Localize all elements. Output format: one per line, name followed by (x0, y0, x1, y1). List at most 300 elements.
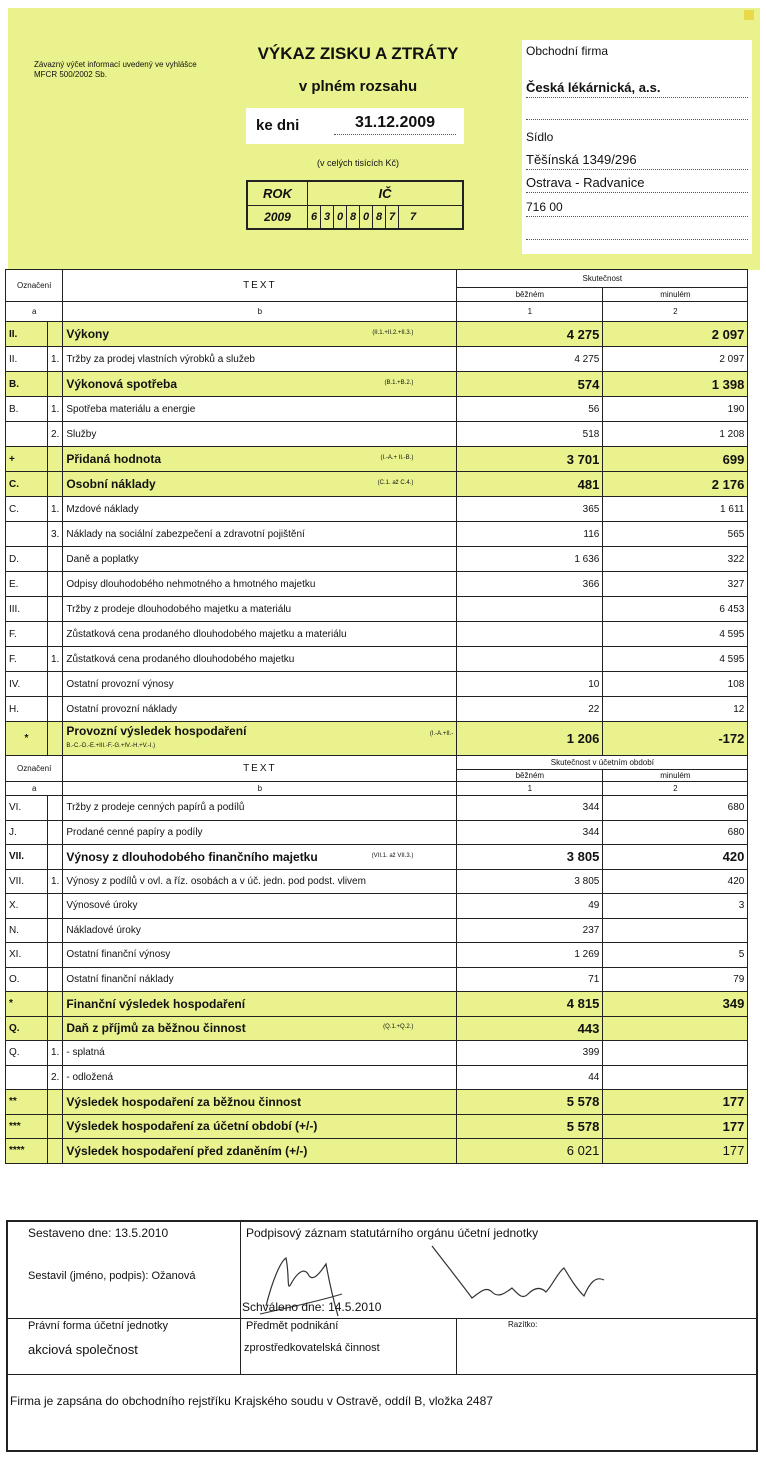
business-label: Předmět podnikání (246, 1320, 339, 1332)
table-header-row (6, 270, 748, 288)
row-number (48, 547, 63, 572)
table-header-row (6, 302, 748, 322)
ic-digit: 6 (308, 206, 321, 228)
row-text (63, 1041, 457, 1066)
previous-period-value: 420 (603, 845, 748, 870)
table-row (6, 347, 748, 372)
row-text (63, 672, 457, 697)
compiled-by: Sestavil (jméno, podpis): Ožanová (28, 1270, 196, 1282)
ic-label: IČ (308, 182, 462, 206)
row-designation: * (6, 722, 48, 756)
row-formula: (I.-A.+II.- (429, 731, 454, 737)
previous-period-value: 177 (603, 1114, 748, 1139)
year-value: 2009 (248, 206, 308, 228)
current-period-value: 1 636 (457, 547, 603, 572)
row-label: Finanční výsledek hospodaření (66, 996, 246, 1011)
row-designation: E. (6, 572, 48, 597)
row-designation: II. (6, 322, 48, 347)
row-number: 1. (48, 397, 63, 422)
current-period-value: 365 (457, 497, 603, 522)
row-label: Nákladové úroky (66, 924, 141, 936)
previous-period-value (603, 918, 748, 943)
row-label: Výnosy z dlouhodobého finančního majetku (66, 849, 318, 864)
row-number (48, 472, 63, 497)
table-row (6, 622, 748, 647)
ic-digit: 0 (360, 206, 373, 228)
table-row (6, 672, 748, 697)
row-number (48, 722, 63, 756)
row-formula: (C.1. až C.4.) (377, 480, 414, 486)
previous-period-value: 5 (603, 943, 748, 968)
header-previous: minulém (603, 288, 748, 302)
row-designation (6, 422, 48, 447)
row-designation: J. (6, 820, 48, 845)
row-label: Tržby z prodeje dlouhodobého majetku a materiálu (66, 603, 292, 615)
row-number (48, 447, 63, 472)
row-number (48, 1114, 63, 1139)
footer-divider (8, 1318, 756, 1319)
row-designation: + (6, 447, 48, 472)
firm-name-label: Obchodní firma (526, 44, 609, 58)
row-label: - splatná (66, 1047, 105, 1059)
row-designation: F. (6, 647, 48, 672)
table-row (6, 845, 748, 870)
row-label: Spotřeba materiálu a energie (66, 403, 196, 415)
header-text: TEXT (63, 756, 457, 782)
row-number (48, 918, 63, 943)
previous-period-value: 327 (603, 572, 748, 597)
current-period-value: 1 206 (457, 722, 603, 756)
row-designation: X. (6, 894, 48, 919)
previous-period-value: 177 (603, 1139, 748, 1164)
row-text (63, 1114, 457, 1139)
row-number (48, 1139, 63, 1164)
row-label: Výsledek hospodaření před zdaněním (+/-) (66, 1143, 308, 1158)
ic-digit: 0 (334, 206, 347, 228)
table-row (6, 992, 748, 1017)
business-activity: zprostředkovatelská činnost (244, 1342, 380, 1354)
row-designation: VII. (6, 845, 48, 870)
ic-digit: 3 (321, 206, 334, 228)
current-period-value: 4 275 (457, 347, 603, 372)
previous-period-value: 2 097 (603, 322, 748, 347)
row-label: Prodané cenné papíry a podíly (66, 826, 203, 838)
row-number (48, 322, 63, 347)
current-period-value: 3 805 (457, 845, 603, 870)
table-row (6, 1090, 748, 1115)
row-text (63, 497, 457, 522)
row-text (63, 1065, 457, 1090)
current-period-value: 71 (457, 967, 603, 992)
stamp-label: Razítko: (508, 1320, 538, 1329)
row-label: Zůstatková cena prodaného dlouhodobého majetku a materiálu (66, 628, 347, 640)
legal-form: akciová společnost (28, 1342, 138, 1357)
row-number (48, 845, 63, 870)
row-designation: D. (6, 547, 48, 572)
row-number (48, 672, 63, 697)
current-period-value (457, 622, 603, 647)
current-period-value: 22 (457, 697, 603, 722)
row-formula-detail: B.-C.-D.-E.+III.-F.-G.+IV.-H.+V.-I.) (66, 743, 156, 749)
current-period-value: 237 (457, 918, 603, 943)
current-period-value: 3 701 (457, 447, 603, 472)
header-col-a: a (6, 782, 63, 796)
previous-period-value: 349 (603, 992, 748, 1017)
footer-divider (8, 1374, 756, 1375)
header-skutecnost: Skutečnost v účetním období (457, 756, 748, 770)
row-text (63, 869, 457, 894)
row-label: Provozní výsledek hospodaření (66, 724, 247, 738)
table-row (6, 397, 748, 422)
row-text (63, 422, 457, 447)
row-number (48, 622, 63, 647)
ic-digit: 8 (347, 206, 360, 228)
corner-mark (744, 10, 754, 20)
row-formula: (Q.1.+Q.2.) (383, 1024, 414, 1031)
table-row (6, 869, 748, 894)
row-number (48, 572, 63, 597)
row-number (48, 820, 63, 845)
registry-note: Firma je zapsána do obchodního rejstříku Krajského soudu v Ostravě, oddíl B, vložka 2487 (10, 1394, 493, 1408)
header-oznaceni: Označení (6, 270, 63, 302)
row-label: Výkony (66, 327, 110, 341)
header-current: běžném (457, 770, 603, 782)
row-designation: **** (6, 1139, 48, 1164)
previous-period-value: 1 398 (603, 372, 748, 397)
table-row (6, 472, 748, 497)
row-label: Tržby z prodeje cenných papírů a podílů (66, 802, 245, 814)
previous-period-value: 1 611 (603, 497, 748, 522)
previous-period-value: 699 (603, 447, 748, 472)
row-text (63, 1016, 457, 1041)
table-row (6, 597, 748, 622)
row-text (63, 697, 457, 722)
header-previous: minulém (603, 770, 748, 782)
row-text (63, 845, 457, 870)
firm-city: Ostrava - Radvanice (526, 175, 748, 193)
table-row (6, 322, 748, 347)
footer-divider (240, 1222, 241, 1374)
row-text (63, 547, 457, 572)
signature-footer (6, 1220, 758, 1452)
row-designation: XI. (6, 943, 48, 968)
header-oznaceni: Označení (6, 756, 63, 782)
previous-period-value: 108 (603, 672, 748, 697)
row-designation: VII. (6, 869, 48, 894)
row-designation: VI. (6, 796, 48, 821)
row-designation (6, 1065, 48, 1090)
date-value: 31.12.2009 (334, 114, 456, 135)
row-number: 1. (48, 497, 63, 522)
row-designation: II. (6, 347, 48, 372)
row-designation: Q. (6, 1016, 48, 1041)
current-period-value: 3 805 (457, 869, 603, 894)
row-number (48, 943, 63, 968)
row-label: Ostatní provozní náklady (66, 703, 177, 715)
current-period-value: 344 (457, 796, 603, 821)
row-label: - odložená (66, 1071, 114, 1083)
current-period-value: 6 021 (457, 1139, 603, 1164)
current-period-value: 366 (457, 572, 603, 597)
table-row (6, 894, 748, 919)
row-text (63, 796, 457, 821)
row-designation: III. (6, 597, 48, 622)
row-label: Daň z příjmů za běžnou činnost (66, 1021, 246, 1036)
previous-period-value: 6 453 (603, 597, 748, 622)
row-designation: B. (6, 372, 48, 397)
row-text (63, 943, 457, 968)
header-col-2: 2 (603, 302, 748, 322)
previous-period-value (603, 1065, 748, 1090)
table-row (6, 1016, 748, 1041)
row-label: Služby (66, 428, 97, 440)
firm-seat-label: Sídlo (526, 130, 554, 144)
signature-heading: Podpisový záznam statutárního orgánu účetní jednotky (246, 1226, 539, 1240)
table-row (6, 796, 748, 821)
row-number: 1. (48, 347, 63, 372)
row-number: 2. (48, 422, 63, 447)
table-row (6, 1114, 748, 1139)
row-text (63, 597, 457, 622)
row-text (63, 622, 457, 647)
units-note: (v celých tisících Kč) (316, 158, 399, 168)
report-subtitle: v plném rozsahu (298, 78, 418, 95)
row-text (63, 647, 457, 672)
row-number (48, 796, 63, 821)
row-number (48, 1090, 63, 1115)
row-text (63, 397, 457, 422)
row-designation: * (6, 992, 48, 1017)
income-statement-table-operating (5, 269, 748, 756)
row-label: Ostatní finanční náklady (66, 973, 174, 985)
row-number: 3. (48, 522, 63, 547)
previous-period-value: 680 (603, 820, 748, 845)
table-row (6, 572, 748, 597)
current-period-value (457, 597, 603, 622)
row-number: 1. (48, 1041, 63, 1066)
header-col-a: a (6, 302, 63, 322)
current-period-value: 481 (457, 472, 603, 497)
previous-period-value: 420 (603, 869, 748, 894)
row-designation: IV. (6, 672, 48, 697)
current-period-value: 5 578 (457, 1114, 603, 1139)
year-label: ROK (248, 182, 308, 206)
firm-name-blank-line (526, 102, 748, 120)
previous-period-value: 1 208 (603, 422, 748, 447)
firm-blank-line (526, 222, 748, 240)
row-text (63, 894, 457, 919)
table-row (6, 943, 748, 968)
date-label: ke dni (256, 117, 300, 134)
table-row (6, 447, 748, 472)
row-label: Odpisy dlouhodobého nehmotného a hmotného majetku (66, 578, 316, 590)
row-number: 2. (48, 1065, 63, 1090)
previous-period-value: -172 (603, 722, 748, 756)
previous-period-value: 4 595 (603, 622, 748, 647)
row-number (48, 992, 63, 1017)
row-label: Výsledek hospodaření za běžnou činnost (66, 1094, 302, 1109)
current-period-value: 4 275 (457, 322, 603, 347)
row-text (63, 967, 457, 992)
row-designation (6, 522, 48, 547)
row-text (63, 1090, 457, 1115)
firm-zip: 716 00 (526, 200, 748, 217)
row-designation: C. (6, 472, 48, 497)
current-period-value: 4 815 (457, 992, 603, 1017)
header-col-1: 1 (457, 302, 603, 322)
row-designation: H. (6, 697, 48, 722)
previous-period-value: 177 (603, 1090, 748, 1115)
header-col-1: 1 (457, 782, 603, 796)
row-text (63, 722, 457, 756)
row-text (63, 472, 457, 497)
ic-digits (308, 206, 427, 228)
income-statement-table-financial (5, 755, 748, 1164)
current-period-value: 574 (457, 372, 603, 397)
row-text (63, 1139, 457, 1164)
row-label: Náklady na sociální zabezpečení a zdravotní pojištění (66, 528, 305, 540)
current-period-value: 116 (457, 522, 603, 547)
header-col-b: b (63, 782, 457, 796)
row-designation: *** (6, 1114, 48, 1139)
firm-street: Těšínská 1349/296 (526, 152, 748, 170)
header-col-b: b (63, 302, 457, 322)
row-formula: (VII.1. až VII.3.) (371, 852, 414, 859)
header-skutecnost: Skutečnost (457, 270, 748, 288)
previous-period-value: 680 (603, 796, 748, 821)
row-label: Výnosové úroky (66, 900, 138, 912)
row-label: Výnosy z podílů v ovl. a říz. osobách a v úč. jedn. pod podst. vlivem (66, 875, 366, 887)
table-row-operating-result (6, 722, 748, 756)
row-formula: (II.1.+II.2.+II.3.) (372, 330, 414, 336)
year-id-box (246, 180, 464, 230)
previous-period-value (603, 1041, 748, 1066)
row-text (63, 572, 457, 597)
row-label: Mzdové náklady (66, 503, 139, 515)
previous-period-value: 79 (603, 967, 748, 992)
ic-digit: 7 (386, 206, 399, 228)
current-period-value (457, 647, 603, 672)
previous-period-value: 565 (603, 522, 748, 547)
row-label: Výkonová spotřeba (66, 377, 178, 391)
table-row (6, 967, 748, 992)
row-label: Daně a poplatky (66, 553, 139, 565)
row-designation: Q. (6, 1041, 48, 1066)
current-period-value: 44 (457, 1065, 603, 1090)
ic-digit: 7 (409, 211, 417, 223)
header-current: běžném (457, 288, 603, 302)
header-text: TEXT (63, 270, 457, 302)
current-period-value: 56 (457, 397, 603, 422)
approved-date: Schváleno dne: 14.5.2010 (242, 1300, 382, 1314)
current-period-value: 49 (457, 894, 603, 919)
table-row (6, 1139, 748, 1164)
legal-form-label: Právní forma účetní jednotky (28, 1320, 169, 1332)
row-label: Ostatní provozní výnosy (66, 678, 174, 690)
row-text (63, 322, 457, 347)
report-header (8, 8, 760, 270)
row-text (63, 447, 457, 472)
report-title: VÝKAZ ZISKU A ZTRÁTY (257, 44, 459, 63)
date-box (246, 108, 464, 144)
current-period-value: 518 (457, 422, 603, 447)
table-row (6, 918, 748, 943)
previous-period-value: 2 176 (603, 472, 748, 497)
current-period-value: 443 (457, 1016, 603, 1041)
row-number (48, 697, 63, 722)
current-period-value: 344 (457, 820, 603, 845)
footer-divider (456, 1318, 457, 1374)
row-label: Tržby za prodej vlastních výrobků a služeb (66, 353, 255, 365)
row-text (63, 522, 457, 547)
previous-period-value: 2 097 (603, 347, 748, 372)
ic-digit: 8 (373, 206, 386, 228)
row-designation: N. (6, 918, 48, 943)
table-row (6, 522, 748, 547)
table-row (6, 647, 748, 672)
row-number: 1. (48, 869, 63, 894)
row-number (48, 372, 63, 397)
table-row (6, 422, 748, 447)
row-designation: ** (6, 1090, 48, 1115)
row-text (63, 992, 457, 1017)
table-row (6, 820, 748, 845)
row-number (48, 1016, 63, 1041)
current-period-value: 10 (457, 672, 603, 697)
firm-info-box (522, 40, 752, 254)
previous-period-value: 322 (603, 547, 748, 572)
table-header-row (6, 782, 748, 796)
table-header-row (6, 756, 748, 770)
row-text (63, 918, 457, 943)
firm-name: Česká lékárnická, a.s. (526, 80, 748, 98)
row-text (63, 347, 457, 372)
row-label: Ostatní finanční výnosy (66, 949, 171, 961)
row-text (63, 820, 457, 845)
row-number (48, 967, 63, 992)
compiled-date: Sestaveno dne: 13.5.2010 (28, 1226, 169, 1240)
row-label: Zůstatková cena prodaného dlouhodobého majetku (66, 653, 295, 665)
row-formula: (B.1.+B.2.) (384, 380, 414, 386)
previous-period-value: 12 (603, 697, 748, 722)
row-number (48, 597, 63, 622)
previous-period-value: 190 (603, 397, 748, 422)
current-period-value: 399 (457, 1041, 603, 1066)
row-formula: (I.-A.+ II.-B.) (380, 455, 414, 461)
legal-note: Závazný výčet informací uvedený ve vyhlášce MFCR 500/2002 Sb. (34, 60, 197, 79)
row-label: Osobní náklady (66, 477, 156, 491)
table-row (6, 497, 748, 522)
current-period-value: 5 578 (457, 1090, 603, 1115)
current-period-value: 1 269 (457, 943, 603, 968)
row-designation: C. (6, 497, 48, 522)
row-label: Výsledek hospodaření za účetní období (+/-) (66, 1119, 318, 1134)
row-text (63, 372, 457, 397)
row-number (48, 894, 63, 919)
previous-period-value (603, 1016, 748, 1041)
table-row (6, 1065, 748, 1090)
table-row (6, 697, 748, 722)
table-row (6, 1041, 748, 1066)
previous-period-value: 4 595 (603, 647, 748, 672)
row-designation: O. (6, 967, 48, 992)
row-label: Přidaná hodnota (66, 452, 162, 466)
header-col-2: 2 (603, 782, 748, 796)
row-designation: B. (6, 397, 48, 422)
row-designation: F. (6, 622, 48, 647)
table-row (6, 547, 748, 572)
row-number: 1. (48, 647, 63, 672)
